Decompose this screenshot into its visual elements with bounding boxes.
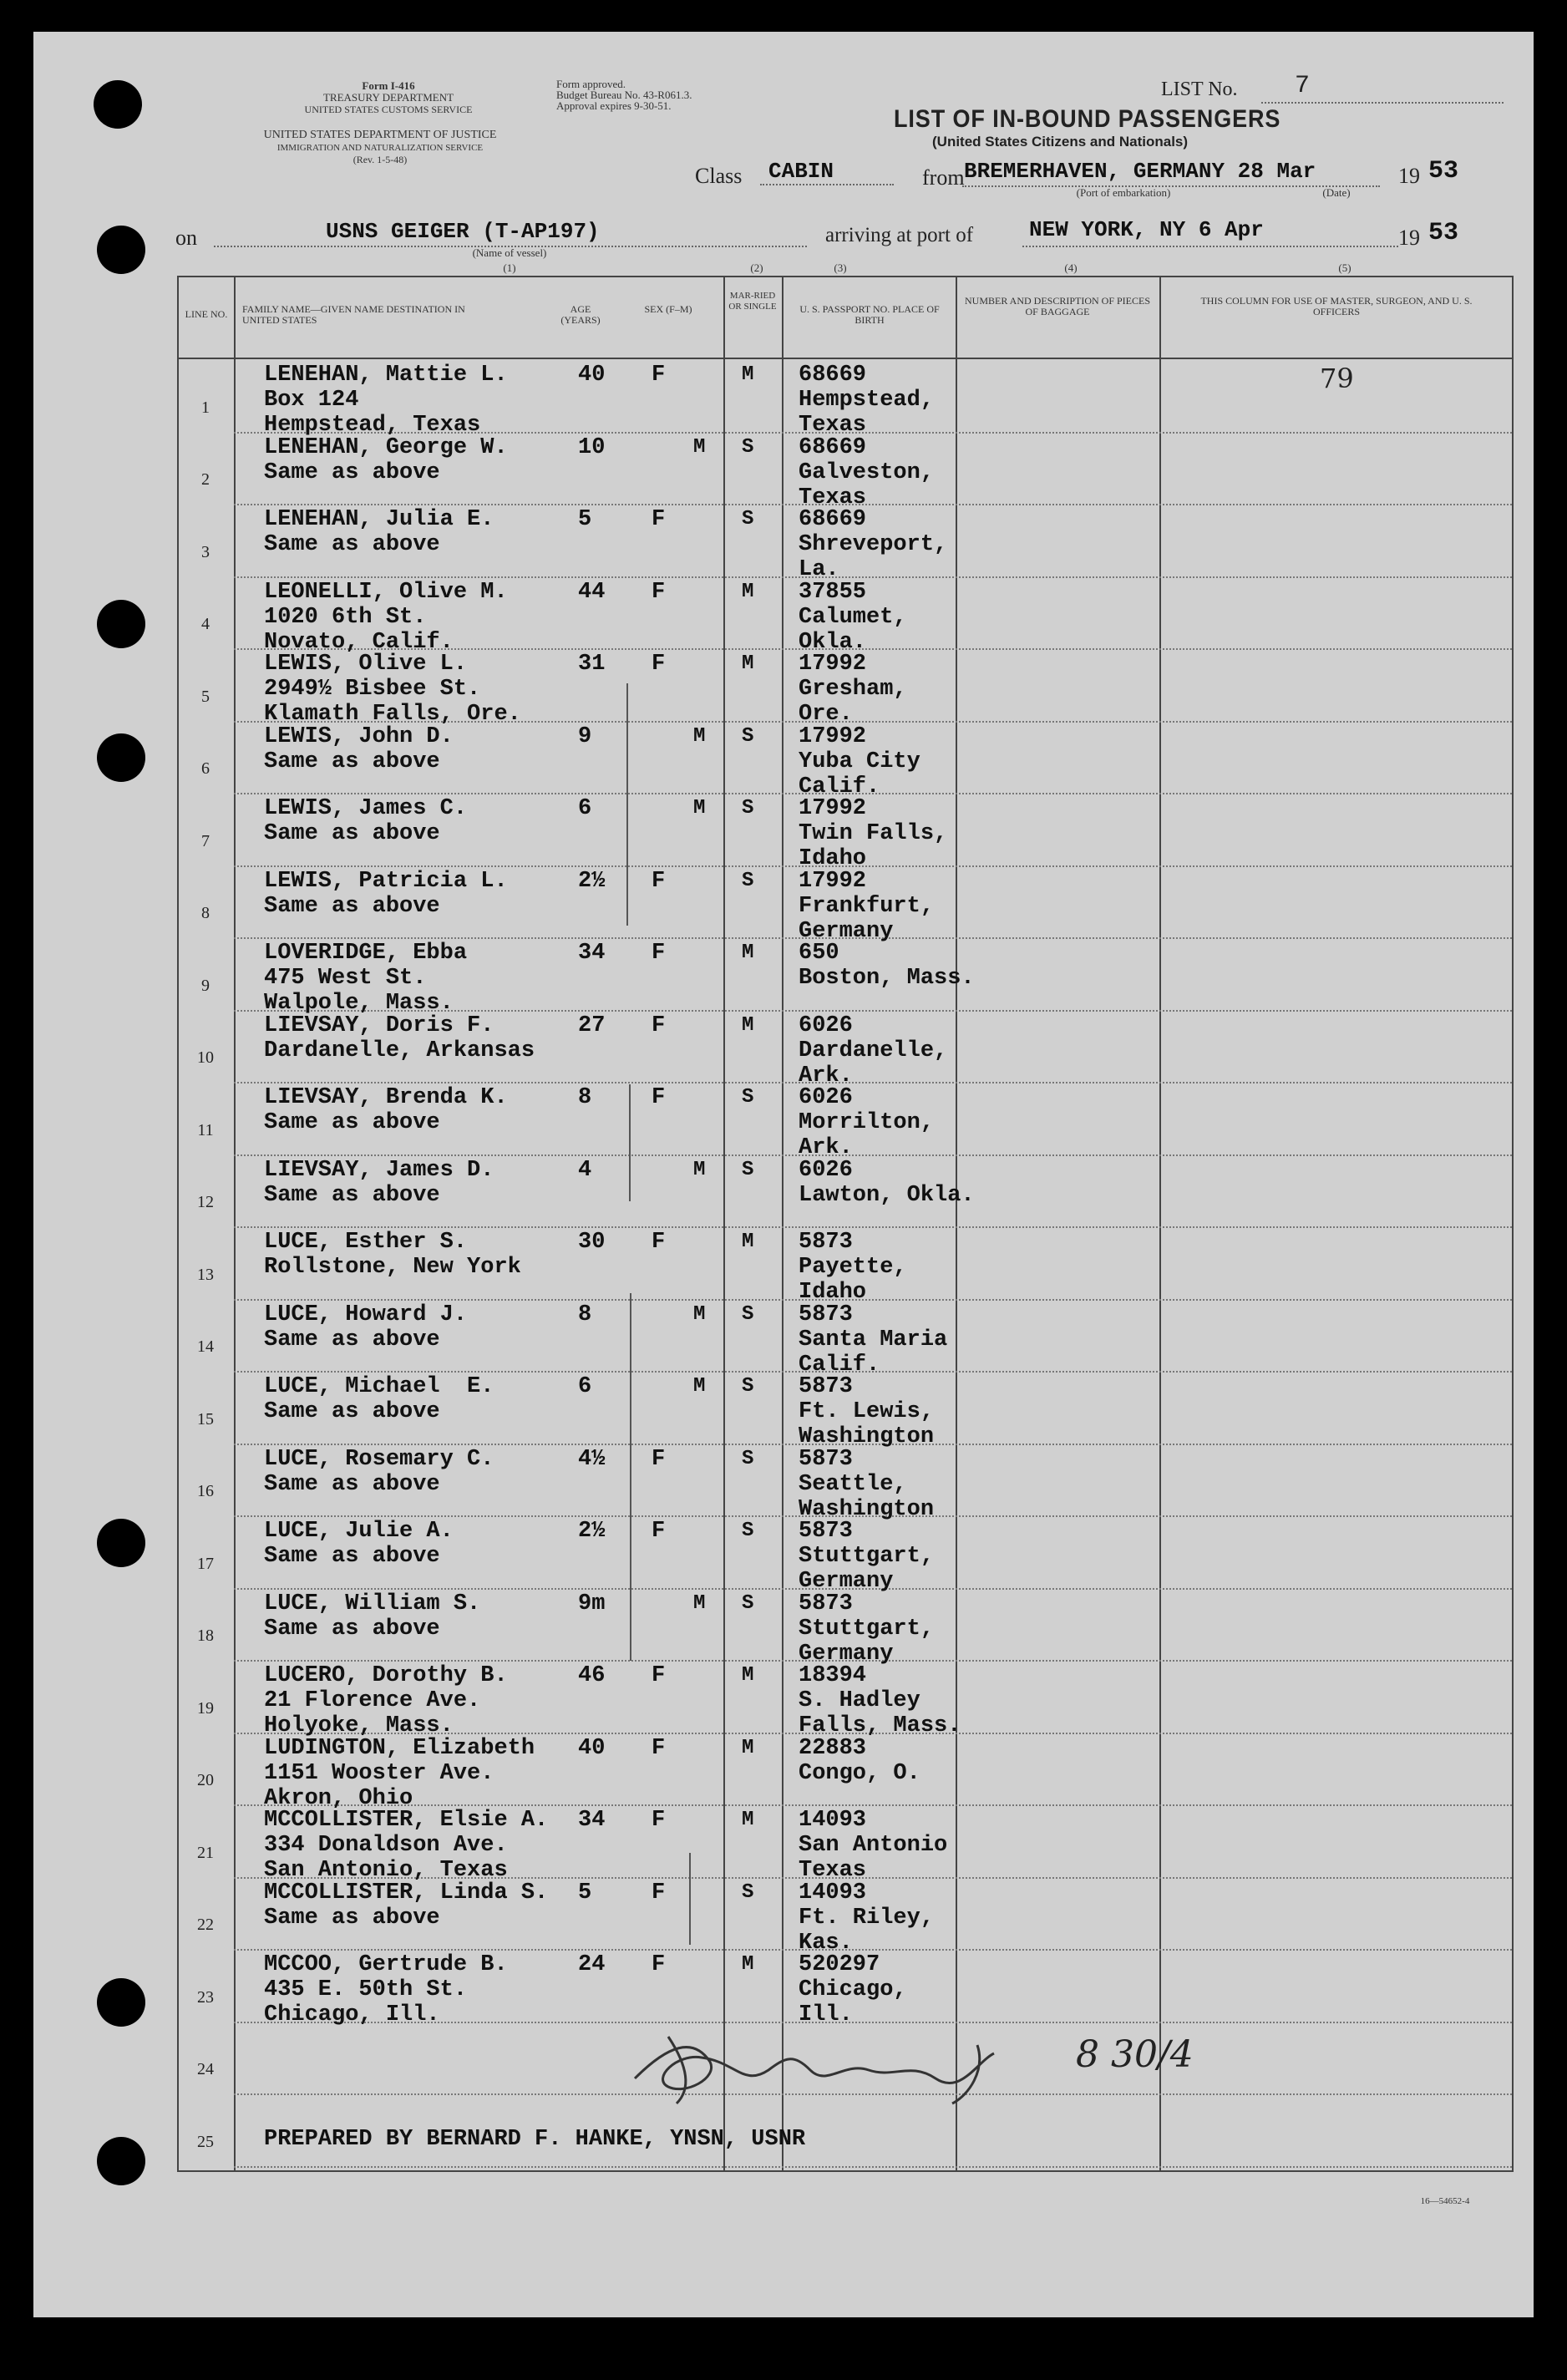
vessel-caption: (Name of vessel) <box>472 246 547 259</box>
passenger-age: 2½ <box>578 868 606 894</box>
line-number: 22 <box>197 1916 214 1934</box>
line-number: 2 <box>201 470 210 489</box>
line-number: 3 <box>201 542 210 561</box>
passenger-sex-m: M <box>693 724 706 748</box>
passenger-sex-f: F <box>652 363 666 388</box>
passenger-age: 40 <box>578 363 606 388</box>
col-num-1: (1) <box>503 261 516 274</box>
date-caption: (Date) <box>1322 186 1351 199</box>
passport-birthplace: 5873 Stuttgart, Germany <box>799 1591 935 1667</box>
passenger-age: 34 <box>578 1808 606 1833</box>
passenger-age: 4½ <box>578 1446 606 1472</box>
passenger-name: LEONELLI, Olive M. 1020 6th St. Novato, Calif. <box>264 579 508 655</box>
passport-birthplace: 650 Boston, Mass. <box>799 941 975 991</box>
passport-birthplace: 68669 Galveston, Texas <box>799 434 935 510</box>
passenger-sex-f: F <box>652 941 666 966</box>
passenger-sex-f: F <box>652 868 666 894</box>
passenger-name: LUCE, Esther S. Rollstone, New York <box>264 1230 521 1280</box>
approved-line2: Budget Bureau No. 43-R061.3. <box>556 89 692 101</box>
prepared-by: PREPARED BY BERNARD F. HANKE, YNSN, USNR <box>264 2127 806 2152</box>
passport-birthplace: 37855 Calumet, Okla. <box>799 579 907 655</box>
punch-hole <box>97 1978 145 2027</box>
line-number: 19 <box>197 1698 214 1718</box>
line-number: 6 <box>201 759 210 778</box>
marital-status: M <box>742 941 754 964</box>
list-no-fill <box>1261 102 1504 104</box>
passenger-sex-f: F <box>652 652 666 677</box>
passport-birthplace: 6026 Morrilton, Ark. <box>799 1085 935 1160</box>
passenger-name: LUCE, William S. Same as above <box>264 1591 481 1642</box>
table-right-border <box>1512 276 1514 2172</box>
dept-customs: UNITED STATES CUSTOMS SERVICE <box>304 104 473 115</box>
line-number: 13 <box>197 1265 214 1284</box>
passenger-sex-f: F <box>652 1808 666 1833</box>
passenger-sex-m: M <box>693 1302 706 1326</box>
passport-birthplace: 5873 Santa Maria Calif. <box>799 1302 948 1378</box>
list-no-label: LIST No. <box>1161 79 1238 100</box>
col-divider-married <box>723 276 725 2172</box>
marital-status: M <box>742 580 754 603</box>
row-divider <box>234 1226 1512 1228</box>
family-bracket <box>626 683 628 926</box>
passenger-sex-f: F <box>652 579 666 605</box>
family-bracket <box>689 1853 691 1945</box>
col-num-2: (2) <box>750 261 763 274</box>
passenger-sex-m: M <box>693 797 706 820</box>
line-number: 14 <box>197 1337 214 1356</box>
passport-birthplace: 68669 Hempstead, Texas <box>799 363 935 438</box>
passenger-age: 46 <box>578 1663 606 1688</box>
passport-birthplace: 18394 S. Hadley Falls, Mass. <box>799 1663 961 1738</box>
col-num-4: (4) <box>1064 261 1078 274</box>
passenger-name: LIEVSAY, James D. Same as above <box>264 1157 494 1208</box>
col-divider-baggage <box>956 276 957 2172</box>
dept-treasury: TREASURY DEPARTMENT <box>322 91 454 104</box>
page-subtitle: (United States Citizens and Nationals) <box>932 134 1189 150</box>
header-age: AGE (YEARS) <box>560 303 601 326</box>
header-line-no: LINE NO. <box>185 308 228 320</box>
arrival-fill <box>1022 246 1398 247</box>
passport-birthplace: 6026 Dardanelle, Ark. <box>799 1012 948 1089</box>
header-baggage: NUMBER AND DESCRIPTION OF PIECES OF BAGGAGE <box>964 295 1151 317</box>
passport-birthplace: 520297 Chicago, Ill. <box>799 1952 907 2027</box>
arrival-port: NEW YORK, NY 6 Apr <box>1029 217 1264 242</box>
passenger-sex-f: F <box>652 507 666 532</box>
passport-birthplace: 5873 Seattle, Washington <box>799 1446 935 1522</box>
passenger-age: 30 <box>578 1230 606 1255</box>
passenger-age: 10 <box>578 434 606 460</box>
line-number: 20 <box>197 1771 214 1789</box>
passenger-sex-m: M <box>693 435 706 459</box>
header-sex: SEX (F–M) <box>644 303 692 315</box>
marital-status: M <box>742 1953 754 1976</box>
col-divider-line <box>234 276 236 2172</box>
passenger-name: LUCE, Julie A. Same as above <box>264 1519 454 1569</box>
passport-birthplace: 17992 Twin Falls, Idaho <box>799 796 948 871</box>
punch-hole <box>97 600 145 648</box>
punch-hole <box>97 226 145 274</box>
class-label: Class <box>695 164 743 188</box>
marital-status: S <box>742 508 754 530</box>
line-number: 25 <box>197 2132 214 2151</box>
marital-status: S <box>742 1375 754 1398</box>
passenger-name: LUCE, Rosemary C. Same as above <box>264 1446 494 1497</box>
passport-birthplace: 17992 Gresham, Ore. <box>799 652 907 727</box>
line-number: 23 <box>197 1987 214 2007</box>
approved-line3: Approval expires 9-30-51. <box>556 99 672 112</box>
from-year-prefix: 19 <box>1398 164 1420 188</box>
passenger-sex-f: F <box>652 1952 666 1977</box>
table-header-bottom <box>177 358 1514 359</box>
family-bracket <box>629 1084 631 1201</box>
marital-status: S <box>742 1520 754 1542</box>
marital-status: S <box>742 797 754 820</box>
arrival-year-prefix: 19 <box>1398 226 1420 250</box>
passenger-sex-m: M <box>693 1591 706 1615</box>
passport-birthplace: 68669 Shreveport, La. <box>799 507 948 582</box>
punch-hole <box>97 1519 145 1567</box>
passenger-name: LUCERO, Dorothy B. 21 Florence Ave. Holyoke, Mass. <box>264 1663 508 1738</box>
line-number: 9 <box>201 976 210 995</box>
table-left-border <box>177 276 179 2172</box>
line-number: 18 <box>197 1626 214 1645</box>
passenger-age: 9 <box>578 723 592 749</box>
passenger-sex-f: F <box>652 1519 666 1544</box>
line-number: 4 <box>201 615 210 633</box>
from-label: from <box>922 165 965 190</box>
marital-status: M <box>742 652 754 675</box>
line-number: 7 <box>201 831 210 850</box>
line-number: 24 <box>197 2060 214 2078</box>
passenger-age: 4 <box>578 1157 592 1183</box>
passenger-age: 6 <box>578 796 592 821</box>
page-title: LIST OF IN-BOUND PASSENGERS <box>894 105 1281 133</box>
passenger-sex-f: F <box>652 1012 666 1038</box>
passenger-age: 2½ <box>578 1519 606 1544</box>
punch-hole <box>97 733 145 782</box>
passenger-age: 44 <box>578 579 606 605</box>
passenger-age: 8 <box>578 1085 592 1110</box>
marital-status: S <box>742 869 754 892</box>
punch-hole <box>97 2137 145 2185</box>
passenger-name: LOVERIDGE, Ebba 475 West St. Walpole, Mass. <box>264 941 468 1016</box>
passport-birthplace: 14093 San Antonio Texas <box>799 1808 948 1883</box>
dept-justice: UNITED STATES DEPARTMENT OF JUSTICE <box>263 129 497 141</box>
passenger-sex-f: F <box>652 1446 666 1472</box>
table-bottom <box>177 2170 1514 2172</box>
port-caption: (Port of embarkation) <box>1076 186 1171 199</box>
passenger-name: LEWIS, Patricia L. Same as above <box>264 868 508 919</box>
passenger-sex-f: F <box>652 1663 666 1688</box>
passenger-name: MCCOLLISTER, Elsie A. 334 Donaldson Ave. San Antonio, Texas <box>264 1808 549 1883</box>
line-number: 15 <box>197 1409 214 1429</box>
from-year: 53 <box>1428 157 1459 185</box>
header-name: FAMILY NAME—GIVEN NAME DESTINATION IN UNITED STATES <box>242 303 465 326</box>
marital-status: M <box>742 1664 754 1687</box>
passport-birthplace: 6026 Lawton, Okla. <box>799 1157 975 1208</box>
passenger-sex-m: M <box>693 1158 706 1181</box>
passenger-age: 9m <box>578 1591 606 1616</box>
class-fill <box>760 184 894 185</box>
passport-birthplace: 5873 Stuttgart, Germany <box>799 1519 935 1594</box>
passenger-name: LIEVSAY, Brenda K. Same as above <box>264 1085 508 1135</box>
class-value: CABIN <box>768 159 834 184</box>
line-number: 17 <box>197 1554 214 1573</box>
line-number: 21 <box>197 1843 214 1862</box>
punch-hole <box>94 80 142 129</box>
marital-status: S <box>742 435 754 459</box>
passenger-name: LENEHAN, Mattie L. Box 124 Hempstead, Texas <box>264 363 508 438</box>
col-num-5: (5) <box>1338 261 1351 274</box>
fraction-note: 8 30/4 <box>1076 2033 1194 2076</box>
passenger-age: 24 <box>578 1952 606 1977</box>
passenger-name: LENEHAN, George W. Same as above <box>264 434 508 485</box>
passport-birthplace: 17992 Yuba City Calif. <box>799 723 920 799</box>
line-number: 10 <box>197 1048 214 1067</box>
arriving-label: arriving at port of <box>825 224 974 246</box>
marital-status: S <box>742 1880 754 1904</box>
arrival-year: 53 <box>1428 219 1459 247</box>
passenger-sex-m: M <box>693 1375 706 1398</box>
line-number: 5 <box>201 687 210 706</box>
passenger-sex-f: F <box>652 1085 666 1110</box>
list-no-value: 7 <box>1295 72 1311 100</box>
passenger-name: MCCOO, Gertrude B. 435 E. 50th St. Chicago, Ill. <box>264 1952 508 2027</box>
marital-status: M <box>742 363 754 386</box>
marital-status: M <box>742 1231 754 1253</box>
col-divider-officers <box>1159 276 1161 2172</box>
line-number: 16 <box>197 1482 214 1500</box>
col-num-3: (3) <box>834 261 847 274</box>
passenger-name: LEWIS, John D. Same as above <box>264 723 454 774</box>
print-code: 16—54652-4 <box>1420 2196 1470 2206</box>
passenger-name: LUCE, Michael E. Same as above <box>264 1374 494 1424</box>
on-label: on <box>175 226 197 250</box>
header-officers: THIS COLUMN FOR USE OF MASTER, SURGEON, AND U. S. OFFICERS <box>1200 295 1473 317</box>
approved-line1: Form approved. <box>556 78 626 90</box>
passport-birthplace: 14093 Ft. Riley, Kas. <box>799 1880 935 1956</box>
marital-status: S <box>742 1158 754 1181</box>
passenger-age: 6 <box>578 1374 592 1399</box>
passenger-age: 40 <box>578 1735 606 1761</box>
signature <box>618 2012 1019 2112</box>
marital-status: S <box>742 724 754 748</box>
dept-ins: IMMIGRATION AND NATURALIZATION SERVICE <box>276 143 484 153</box>
passport-birthplace: 5873 Ft. Lewis, Washington <box>799 1374 935 1449</box>
document-page <box>33 32 1534 2317</box>
passenger-sex-f: F <box>652 1735 666 1761</box>
passenger-age: 5 <box>578 507 592 532</box>
passenger-age: 34 <box>578 941 606 966</box>
passport-birthplace: 22883 Congo, O. <box>799 1735 920 1786</box>
col-divider-passport <box>782 276 784 2172</box>
header-passport: U. S. PASSPORT NO. PLACE OF BIRTH <box>799 303 940 326</box>
passenger-age: 8 <box>578 1302 592 1327</box>
marital-status: S <box>742 1086 754 1109</box>
row-divider <box>234 2166 1512 2168</box>
passenger-name: LUCE, Howard J. Same as above <box>264 1302 468 1352</box>
line-number: 8 <box>201 904 210 922</box>
passenger-name: LENEHAN, Julia E. Same as above <box>264 507 494 557</box>
table-top <box>177 276 1514 277</box>
header-married: MAR-RIED OR SINGLE <box>728 291 777 312</box>
marital-status: S <box>742 1591 754 1615</box>
line-number: 1 <box>201 398 210 417</box>
marital-status: M <box>742 1736 754 1759</box>
passport-birthplace: 17992 Frankfurt, Germany <box>799 868 935 944</box>
passenger-age: 5 <box>578 1880 592 1906</box>
revision: (Rev. 1-5-48) <box>352 154 408 165</box>
marital-status: S <box>742 1447 754 1470</box>
marital-status: S <box>742 1302 754 1326</box>
passport-birthplace: 5873 Payette, Idaho <box>799 1230 907 1305</box>
vessel-name: USNS GEIGER (T-AP197) <box>326 219 600 244</box>
passenger-sex-f: F <box>652 1230 666 1255</box>
passenger-name: LEWIS, Olive L. 2949½ Bisbee St. Klamath Falls, Ore. <box>264 652 521 727</box>
passenger-name: LUDINGTON, Elizabeth 1151 Wooster Ave. Akron, Ohio <box>264 1735 535 1811</box>
passenger-age: 31 <box>578 652 606 677</box>
passenger-name: LIEVSAY, Doris F. Dardanelle, Arkansas <box>264 1012 535 1063</box>
family-bracket <box>630 1293 631 1661</box>
from-value: BREMERHAVEN, GERMANY 28 Mar <box>964 159 1316 184</box>
marital-status: M <box>742 1809 754 1831</box>
passenger-age: 27 <box>578 1012 606 1038</box>
passenger-name: LEWIS, James C. Same as above <box>264 796 468 846</box>
passenger-sex-f: F <box>652 1880 666 1906</box>
form-number: Form I-416 <box>362 79 415 92</box>
officer-note: 79 <box>1320 363 1354 394</box>
passenger-name: MCCOLLISTER, Linda S. Same as above <box>264 1880 549 1931</box>
line-number: 12 <box>197 1193 214 1211</box>
marital-status: M <box>742 1013 754 1037</box>
line-number: 11 <box>197 1120 214 1139</box>
